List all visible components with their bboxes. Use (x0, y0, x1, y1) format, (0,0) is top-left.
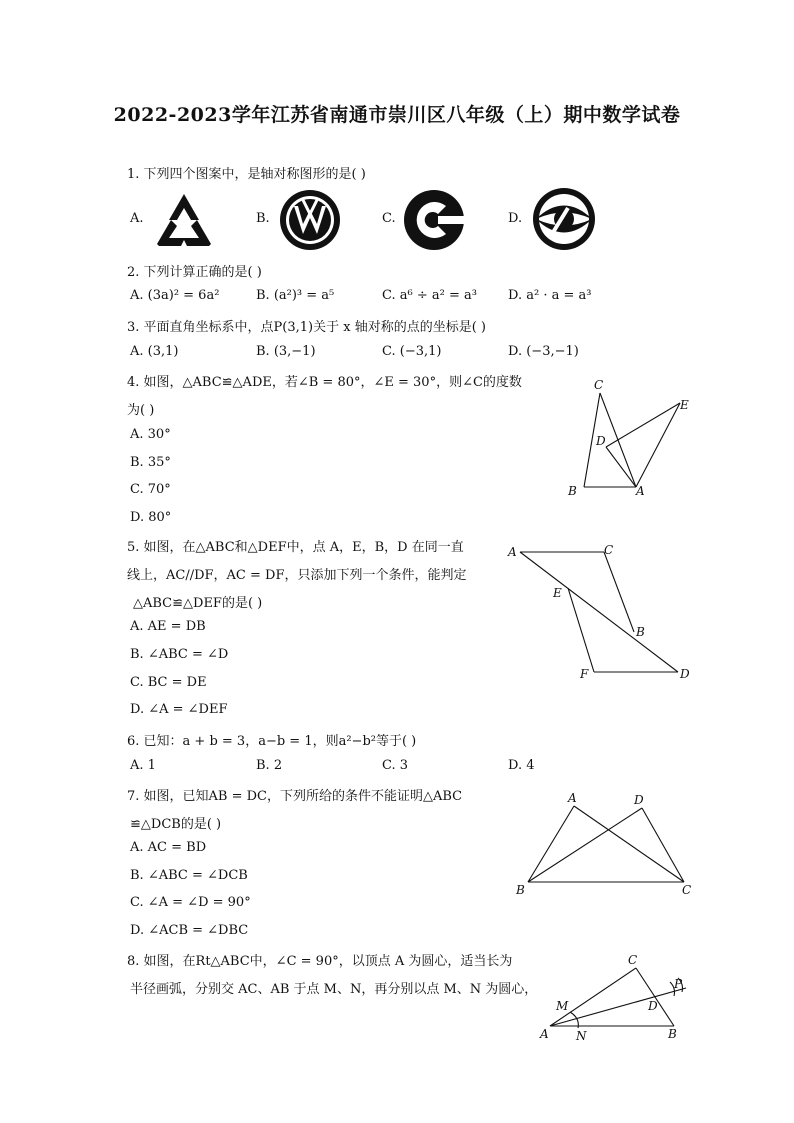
vw-logo-icon (278, 188, 342, 252)
q5-option-d: D. ∠A = ∠DEF (130, 702, 228, 717)
question-2-text: 2. 下列计算正确的是( ) (127, 265, 262, 280)
q5-label-f: F (580, 667, 589, 681)
question-7-text-line-1: 7. 如图，已知AB = DC，下列所给的条件不能证明△ABC (127, 789, 463, 804)
q7-option-d: D. ∠ACB = ∠DBC (130, 923, 249, 938)
q7-segment-db (528, 808, 642, 882)
q4-label-b: B (568, 484, 577, 498)
q6-option-a: A. 1 (130, 758, 156, 773)
q8-bisector-ap (550, 988, 686, 1026)
q8-label-n: N (576, 1029, 587, 1043)
round-c-logo-icon (402, 188, 466, 252)
q7-segment-ba (528, 806, 574, 882)
q4-option-d: D. 80° (130, 510, 172, 525)
question-6-text: 6. 已知：a + b = 3，a−b = 1，则a²−b²等于( ) (127, 734, 417, 749)
q4-option-b: B. 35° (130, 455, 171, 470)
q3-option-c: C. (−3,1) (382, 344, 442, 359)
q7-label-b: B (516, 883, 525, 897)
q2-option-c: C. a⁶ ÷ a² = a³ (382, 288, 477, 303)
question-4-text-line-2: 为( ) (127, 403, 155, 418)
q7-label-c: C (682, 883, 692, 897)
q7-segment-ac (574, 806, 684, 882)
q4-label-e: E (680, 398, 689, 412)
q1-option-b-label: B. (256, 211, 270, 226)
q4-triangle-figure (560, 375, 700, 500)
question-3-text: 3. 平面直角坐标系中，点P(3,1)关于 x 轴对称的点的坐标是( ) (127, 320, 486, 335)
q5-option-c: C. BC = DE (130, 675, 207, 690)
q7-option-a: A. AC = BD (130, 840, 207, 855)
q8-figure (534, 952, 704, 1048)
q6-option-b: B. 2 (256, 758, 283, 773)
q1-option-c-label: C. (382, 211, 396, 226)
q5-label-a: A (508, 545, 517, 559)
q8-label-m: M (556, 999, 569, 1013)
q1-option-d-label: D. (508, 211, 523, 226)
q7-option-b: B. ∠ABC = ∠DCB (130, 868, 248, 883)
q1-option-a-label: A. (130, 211, 144, 226)
q5-figure (500, 538, 700, 686)
question-5-text-line-2: 线上，AC//DF，AC = DF，只添加下列一个条件，能判定 (127, 568, 467, 583)
q5-label-d: D (680, 667, 690, 681)
question-8-text-line-1: 8. 如图，在Rt△ABC中，∠C = 90°，以顶点 A 为圆心，适当长为 (127, 954, 513, 969)
q2-option-a: A. (3a)² = 6a² (130, 288, 220, 303)
q7-label-a: A (568, 791, 577, 805)
q7-segment-cd (642, 808, 684, 882)
question-8-text-line-2: 半径画弧，分别交 AC、AB 于点 M、N，再分别以点 M、N 为圆心， (130, 982, 538, 997)
q2-option-d: D. a² · a = a³ (508, 288, 592, 303)
question-7-text-line-2: ≌△DCB的是( ) (130, 817, 222, 832)
question-5-text-line-3: △ABC≌△DEF的是( ) (133, 596, 263, 611)
q7-option-c: C. ∠A = ∠D = 90° (130, 895, 251, 910)
q4-label-d: D (596, 434, 606, 448)
q4-label-c: C (594, 378, 604, 392)
q5-segment-cb (604, 552, 634, 632)
eye-logo-icon (530, 186, 598, 252)
q8-label-p: P (674, 977, 683, 991)
q4-segment-da (606, 447, 636, 487)
recycle-logo-icon (153, 192, 215, 248)
q5-segment-ef (568, 588, 594, 672)
q8-label-b: B (668, 1027, 677, 1041)
q7-figure (510, 788, 700, 898)
q2-option-b: B. (a²)³ = a⁵ (256, 288, 335, 303)
q8-label-a: A (540, 1027, 549, 1041)
question-4-text-line-1: 4. 如图，△ABC≌△ADE，若∠B = 80°，∠E = 30°，则∠C的度数 (127, 375, 522, 390)
q5-option-b: B. ∠ABC = ∠D (130, 647, 229, 662)
q6-option-c: C. 3 (382, 758, 409, 773)
q8-label-c: C (628, 953, 638, 967)
question-5-text-line-1: 5. 如图，在△ABC和△DEF中，点 A，E，B，D 在同一直 (127, 540, 464, 555)
q4-label-a: A (636, 484, 645, 498)
q8-segment-ac (550, 968, 636, 1026)
page-title: 2022-2023学年江苏省南通市崇川区八年级（上）期中数学试卷 (113, 104, 681, 126)
q5-label-b: B (636, 625, 645, 639)
q5-segment-ad (520, 552, 678, 672)
q4-option-c: C. 70° (130, 482, 171, 497)
q3-option-d: D. (−3,−1) (508, 344, 579, 359)
question-1-text: 1. 下列四个图案中，是轴对称图形的是( ) (127, 167, 366, 182)
q4-option-a: A. 30° (130, 427, 171, 442)
q5-label-c: C (604, 543, 614, 557)
q3-option-b: B. (3,−1) (256, 344, 316, 359)
q7-label-d: D (634, 793, 644, 807)
q5-option-a: A. AE = DB (130, 619, 206, 634)
q3-option-a: A. (3,1) (130, 344, 179, 359)
q5-label-e: E (553, 586, 562, 600)
q8-label-d: D (648, 999, 658, 1013)
q6-option-d: D. 4 (508, 758, 535, 773)
